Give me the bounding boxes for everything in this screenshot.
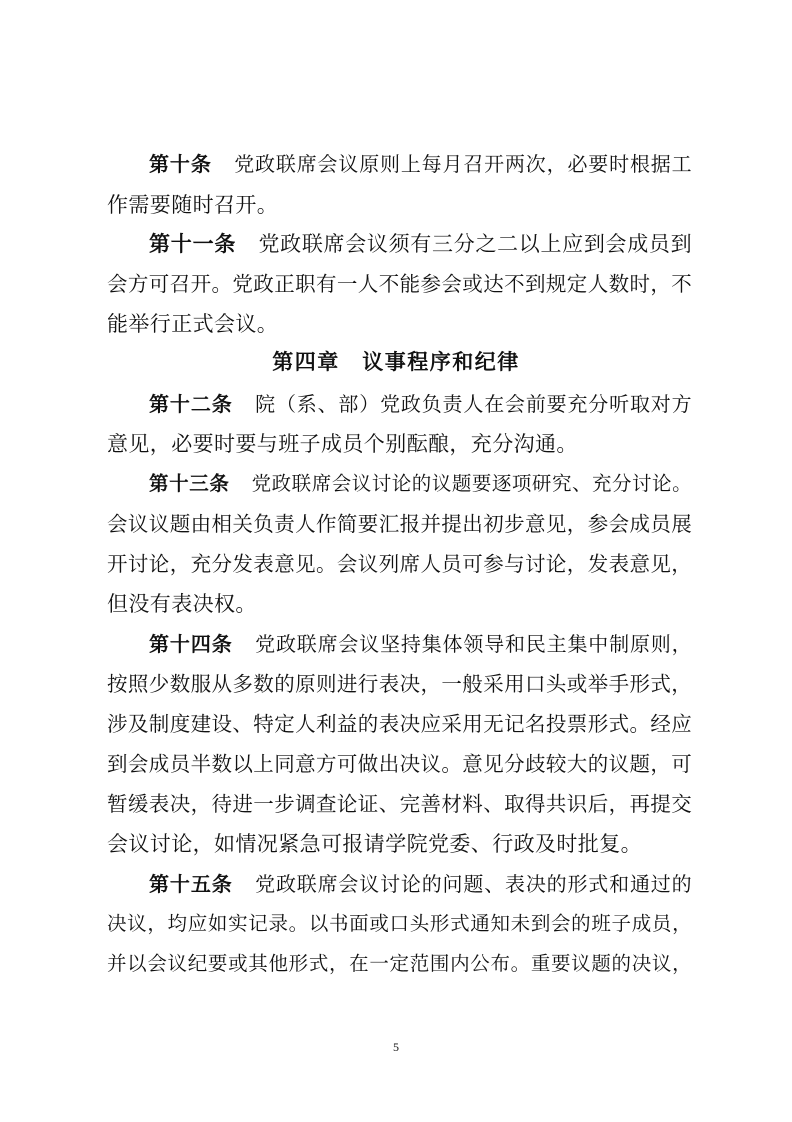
article-10-line-1 [149,152,692,176]
article-12-label: 第十二条 [149,392,233,416]
article-13-line-3: 开讨论，充分发表意见。会议列席人员可参与讨论，发表意见， [107,552,693,576]
article-15-label: 第十五条 [149,872,233,896]
article-14-line-2: 按照少数服从多数的原则进行表决，一般采用口头或举手形式， [107,672,693,696]
article-15-line-1 [149,872,692,896]
article-10-label: 第十条 [149,152,212,176]
chapter-title: 第四章 议事程序和纪律 [272,350,520,374]
article-14-line-1 [149,632,692,656]
article-13-line-4: 但没有表决权。 [107,592,257,616]
article-13-line-1 [149,472,692,496]
article-11-line-3: 能举行正式会议。 [107,312,279,336]
article-14-line-6: 会议讨论，如情况紧急可报请学院党委、行政及时批复。 [107,832,642,856]
article-11-label: 第十一条 [149,232,237,256]
article-12-line-2: 意见，必要时要与班子成员个别酝酿，充分沟通。 [107,432,578,456]
article-12-text-1: 院（系、部）党政负责人在会前要充分听取对方 [254,392,693,416]
article-10-line-2: 作需要随时召开。 [107,193,279,217]
article-13-line-2: 会议议题由相关负责人作简要汇报并提出初步意见，参会成员展 [107,512,693,536]
article-11-line-1 [149,232,692,256]
page-number: 5 [393,1040,399,1054]
article-12-line-1 [149,392,692,416]
article-15-line-3: 并以会议纪要或其他形式，在一定范围内公布。重要议题的决议， [107,952,692,975]
article-10-text-1: 党政联席会议原则上每月召开两次，必要时根据工 [233,152,693,176]
article-13-text-1: 党政联席会议讨论的议题要逐项研究、充分讨论。 [251,472,692,495]
article-15-text-1: 党政联席会议讨论的问题、表决的形式和通过的 [254,872,693,896]
article-14-text-1: 党政联席会议坚持集体领导和民主集中制原则， [254,632,693,656]
article-13-label: 第十三条 [149,472,230,495]
article-14-line-3: 涉及制度建设、特定人利益的表决应采用无记名投票形式。经应 [107,712,693,736]
article-14-line-4: 到会成员半数以上同意方可做出决议。意见分歧较大的议题，可 [107,752,693,776]
article-14-label: 第十四条 [149,632,233,656]
article-11-text-1: 党政联席会议须有三分之二以上应到会成员到 [258,232,693,256]
article-11-line-2: 会方可召开。党政正职有一人不能参会或达不到规定人数时，不 [107,272,693,296]
article-15-line-2: 决议，均应如实记录。以书面或口头形式通知未到会的班子成员， [107,912,692,935]
article-14-line-5: 暂缓表决，待进一步调查论证、完善材料、取得共识后，再提交 [107,792,693,816]
